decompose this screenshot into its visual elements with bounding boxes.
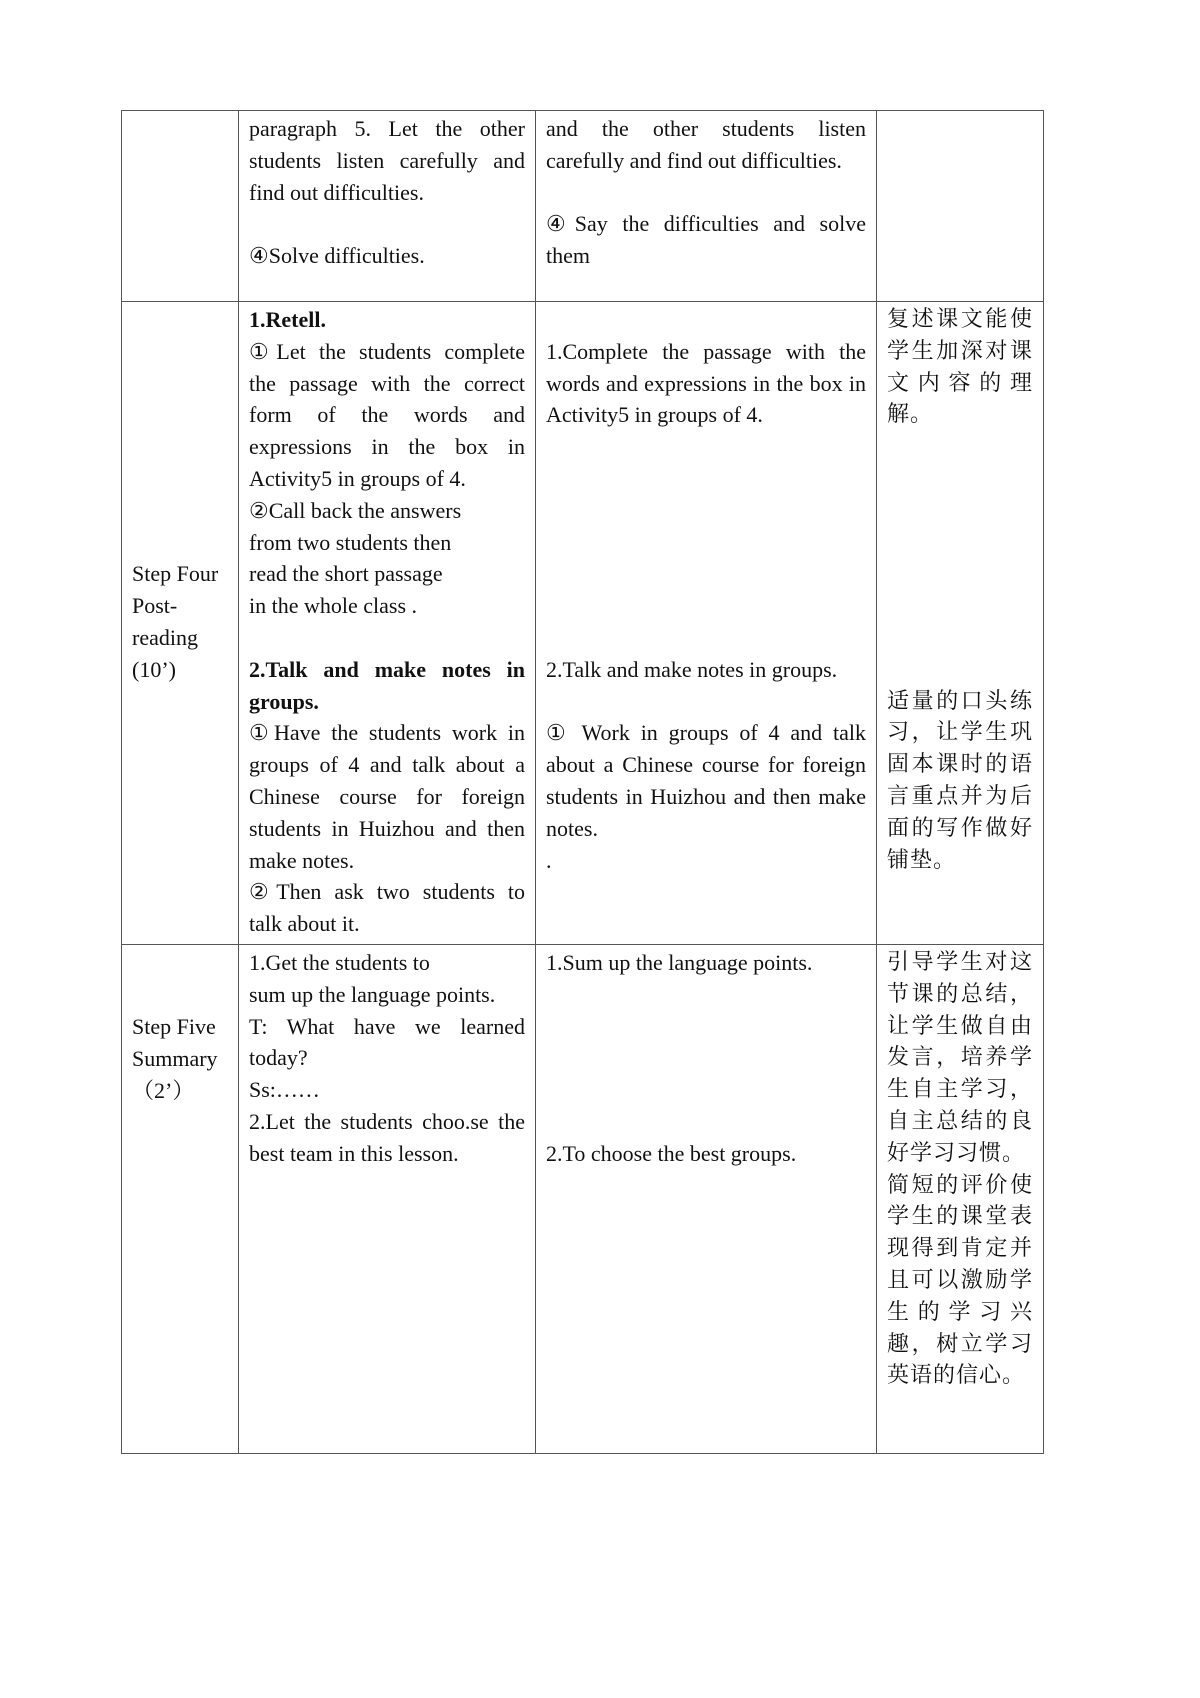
student-activity-cell — [536, 302, 877, 945]
teacher-text: sum up the language points. — [249, 981, 496, 1007]
teacher-text: ④Solve difficulties. — [249, 243, 425, 269]
step-label: Post- — [132, 593, 178, 619]
step-label: (10’) — [132, 656, 176, 682]
purpose-cell — [877, 111, 1044, 302]
step-cell — [122, 944, 239, 1453]
student-text: 2.To choose the best groups. — [546, 1140, 797, 1166]
step-cell — [122, 302, 239, 945]
purpose-text: 简短的评价使学生的课堂表现得到肯定并且可以激励学生的学习兴趣，树立学习英语的信心。 — [887, 1172, 1033, 1389]
purpose-text: 适量的口头练习，让学生巩固本课时的语言重点并为后面的写作做好铺垫。 — [887, 688, 1033, 873]
student-text: 1.Sum up the language points. — [546, 949, 813, 975]
student-activity-cell — [536, 111, 877, 302]
student-text: and the other students listen carefully and find out difficulties. — [546, 116, 866, 173]
table-row — [122, 944, 1044, 1453]
teacher-text: ②Then ask two students to talk about it. — [249, 879, 525, 937]
section-heading: 2.Talk and make notes in groups. — [249, 656, 525, 714]
step-label: Step Five — [132, 1013, 216, 1039]
purpose-cell — [877, 944, 1044, 1453]
teacher-text: read the short passage — [249, 561, 443, 587]
purpose-text: 引导学生对这节课的总结，让学生做自由发言，培养学生自主学习，自主总结的良好学习习惯。 — [887, 949, 1033, 1166]
student-text: ④Say the difficulties and solve them — [546, 211, 866, 269]
student-text: . — [546, 847, 552, 873]
teacher-text: 1.Get the students to — [249, 949, 430, 975]
teacher-activity-cell — [239, 111, 536, 302]
step-label: Step Four — [132, 561, 219, 587]
teacher-text: paragraph 5. Let the other students listen carefully and find out difficulties. — [249, 116, 525, 205]
student-text: 2.Talk and make notes in groups. — [546, 656, 838, 682]
teacher-text: from two students then — [249, 529, 452, 555]
teacher-text: 2.Let the students choo.se the best team in this lesson. — [249, 1108, 525, 1166]
table-row — [122, 302, 1044, 945]
teacher-activity-cell — [239, 302, 536, 945]
teacher-text: ②Call back the answers — [249, 497, 462, 523]
teacher-text: in the whole class . — [249, 593, 418, 619]
teacher-text: ①Have the students work in groups of 4 and talk about a Chinese course for foreign students in Huizhou and then make notes. — [249, 720, 525, 873]
step-cell — [122, 111, 239, 302]
step-label: Summary — [132, 1045, 218, 1071]
step-label: reading — [132, 624, 198, 650]
section-heading: 1.Retell. — [249, 307, 326, 332]
teacher-text: Ss:…… — [249, 1077, 320, 1103]
purpose-text: 复述课文能使学生加深对课文内容的理解。 — [887, 307, 1033, 428]
teacher-activity-cell — [239, 944, 536, 1453]
student-text: 1.Complete the passage with the words and expressions in the box in Activity5 in groups of 4. — [546, 338, 866, 428]
teacher-text: T: What have we learned today? — [249, 1013, 525, 1071]
student-text: ① Work in groups of 4 and talk about a Chinese course for foreign students in Huizhou and then make notes. — [546, 720, 866, 841]
purpose-cell — [877, 302, 1044, 945]
lesson-plan-table — [121, 110, 1044, 1454]
table-row — [122, 111, 1044, 302]
student-activity-cell — [536, 944, 877, 1453]
step-label: （2’） — [132, 1077, 195, 1103]
teacher-text: ①Let the students complete the passage with the correct form of the words and expressions in the box in Activity5 in groups of 4. — [249, 338, 525, 491]
